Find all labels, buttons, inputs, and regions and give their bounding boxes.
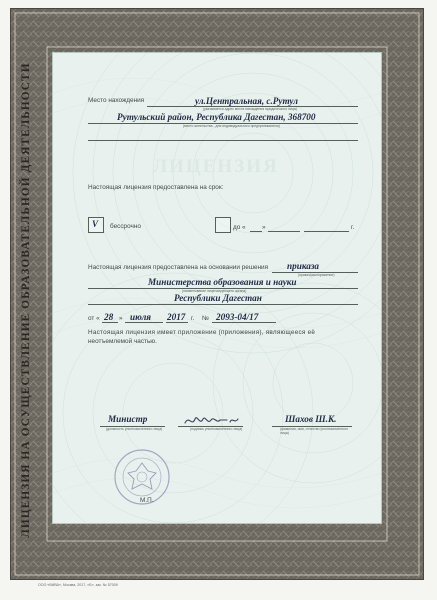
date-month-line (125, 322, 163, 323)
basis-authority-hint: (наименование лицензирующего органа) (182, 289, 247, 293)
printer-footer: ООО «ВИВА», Москва, 2017, «Б», зак. № 57009 (38, 583, 118, 587)
signatory-name: Шахов Ш.К. (285, 414, 337, 424)
basis-authority-line-2-text: Республики Дагестан (174, 293, 262, 303)
term-until-quote: » (262, 224, 266, 231)
date-year-line (166, 322, 188, 323)
watermark-title: ЛИЦЕНЗИЯ (153, 156, 279, 177)
term-until-day-line (250, 231, 262, 232)
date-month: июля (130, 312, 152, 322)
name-hint: (фамилия, имя, отчество уполномоченного лица) (280, 427, 348, 435)
date-prefix: от « (88, 315, 100, 322)
basis-authority-line-1-text: Министерства образования и науки (148, 277, 297, 287)
location-line-3 (88, 140, 358, 141)
location-residence-hint: (место жительства - для индивидуального предпринимателя) (183, 124, 280, 128)
term-label: Настоящая лицензия предоставлена на срок: (88, 184, 224, 191)
date-quote: » (119, 315, 123, 322)
license-number: 2093-04/17 (216, 312, 259, 322)
appendix-text-line-2: неотъемлемой частью. (88, 338, 157, 345)
date-year: 2017 (167, 312, 186, 322)
basis-authority-line-2 (88, 304, 358, 305)
term-check-mark: V (92, 219, 99, 229)
location-label: Место нахождения (88, 97, 145, 104)
side-title: ЛИЦЕНЗИЯ НА ОСУЩЕСТВЛЕНИЕ ОБРАЗОВАТЕЛЬНОЙ ДЕЯТЕЛЬНОСТИ (20, 62, 32, 538)
signatory-position: Министр (108, 414, 148, 424)
signature-hint: (подпись уполномоченного лица) (190, 427, 243, 431)
location-address-hint: (указывается адрес места нахождения юридического лица) (203, 107, 297, 111)
term-until-month-line (268, 231, 300, 232)
number-line (212, 322, 276, 323)
term-until-year-suffix: г. (351, 224, 355, 231)
basis-decision-type: приказа (287, 261, 320, 271)
term-until-checkbox (215, 217, 231, 233)
number-prefix: № (202, 315, 209, 322)
term-until-label: до « (233, 224, 246, 231)
stamp-label: М.П. (140, 497, 154, 504)
term-until-year-line (304, 231, 349, 232)
position-hint: (должность уполномоченного лица) (106, 427, 163, 431)
date-year-suffix: г. (191, 315, 195, 322)
date-day-line (102, 322, 118, 323)
location-address-line-1: ул.Центральная, с.Рутул (195, 96, 298, 106)
basis-decision-hint: (приказ/распоряжение) (298, 273, 335, 277)
date-day: 28 (104, 312, 114, 322)
basis-label: Настоящая лицензия предоставлена на основании решения (88, 264, 269, 271)
location-address-line-2: Рутульский район, Республика Дагестан, 368700 (117, 112, 316, 122)
appendix-text-line-1: Настоящая лицензия имеет приложение (приложения), являющееся её (88, 329, 316, 336)
term-indefinite-label: бессрочно (110, 223, 141, 230)
